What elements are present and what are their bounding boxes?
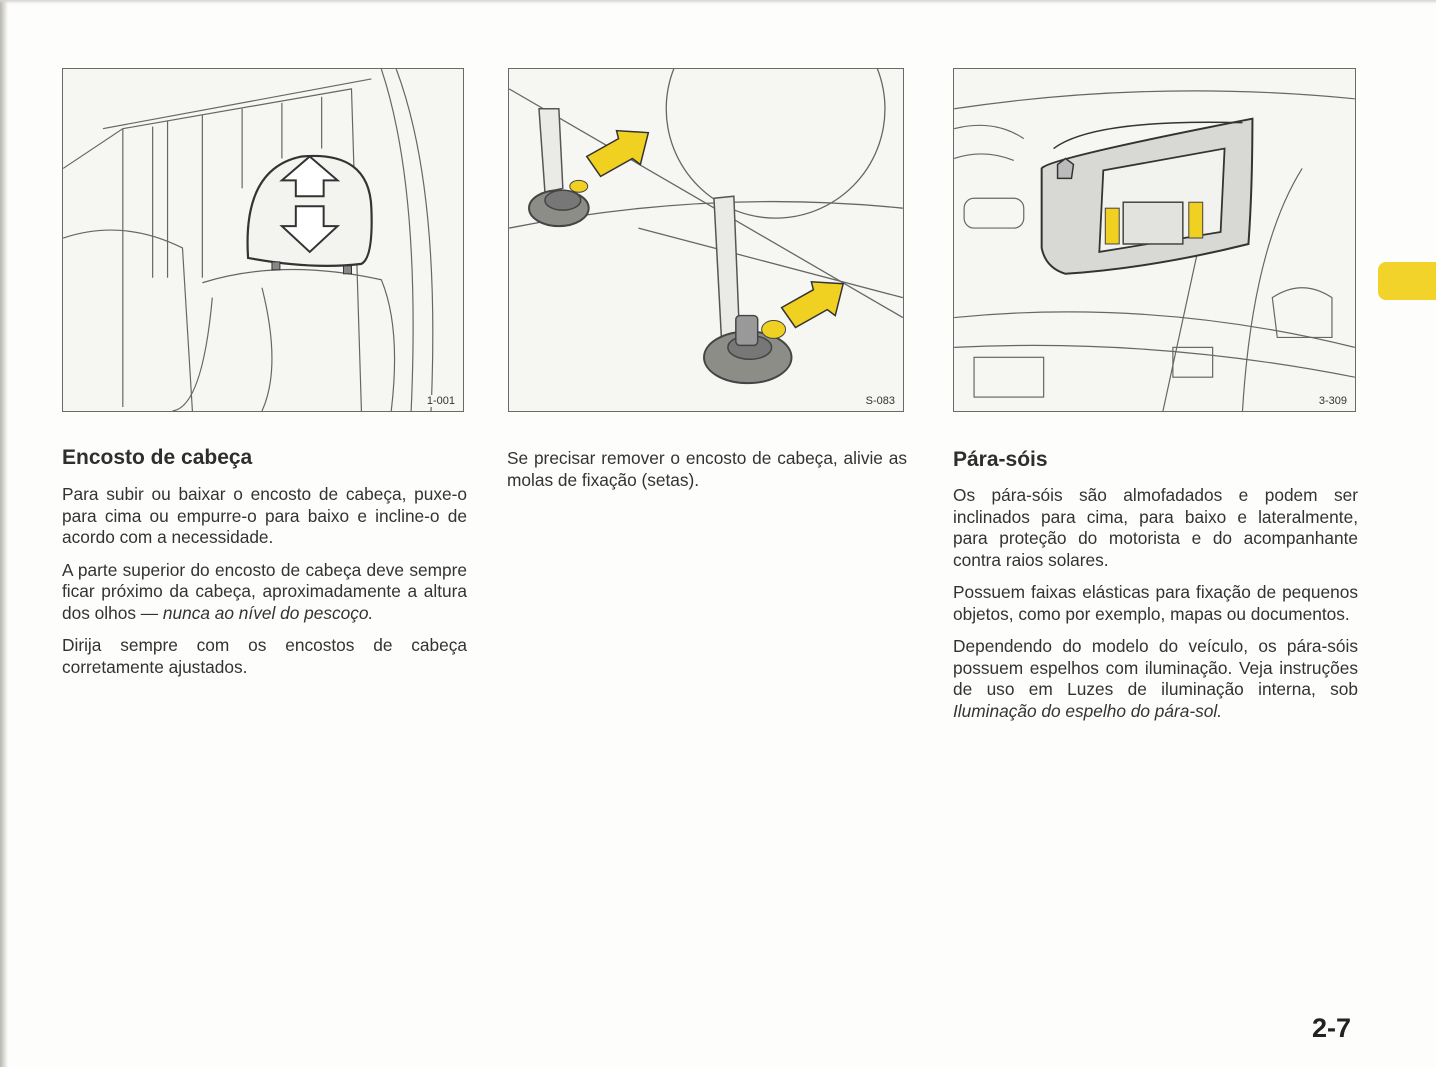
- page-top-edge: [0, 0, 1436, 4]
- sun-visors-paragraph-3-emphasis: Iluminação do espelho do pára-sol.: [953, 700, 1222, 721]
- sun-visors-paragraph-2: Possuem faixas elásticas para fixação de pequenos objetos, como por exemplo, mapas ou documentos.: [953, 582, 1358, 624]
- figure-headrest: [62, 68, 464, 412]
- page-binding-edge: [0, 0, 8, 1067]
- figure-label: S-083: [865, 395, 895, 407]
- headrest-paragraph-2: [62, 560, 467, 625]
- sun-visors-text-column: [953, 485, 1358, 733]
- section-title-headrest: Encosto de cabeça: [62, 446, 253, 469]
- chapter-tab-marker: [1378, 262, 1436, 300]
- headrest-text-column: [62, 484, 467, 689]
- headrest-removal-illustration: [509, 69, 903, 411]
- headrest-paragraph-3: Dirija sempre com os encostos de cabeça corretamente ajustados.: [62, 635, 467, 677]
- sun-visors-paragraph-1: Os pára-sóis são almofadados e podem ser inclinados para cima, para baixo e lateralmente, para proteção do motorista e do acompanhante contra raios solares.: [953, 485, 1358, 570]
- sun-visors-paragraph-3: [953, 636, 1358, 722]
- headrest-paragraph-2-emphasis: nunca ao nível do pescoço.: [162, 602, 374, 623]
- removal-paragraph-1: Se precisar remover o encosto de cabeça, alivie as molas de fixação (setas).: [507, 448, 907, 490]
- sun-visor-illustration: [954, 69, 1355, 411]
- figure-label: 3-309: [1318, 395, 1347, 407]
- sun-visors-paragraph-3-text: Dependendo do modelo do veículo, os pára-sóis possuem espelhos com iluminação. Veja instruções de uso em Luzes de iluminação interna, sob: [953, 636, 1358, 699]
- section-title-sun-visors: Pára-sóis: [953, 448, 1048, 471]
- page-number: 2-7: [1312, 1013, 1352, 1043]
- figure-label: 1-001: [426, 395, 455, 407]
- headrest-paragraph-2-text: A parte superior do encosto de cabeça deve sempre ficar próximo da cabeça, aproximadamente a altura dos olhos —: [62, 559, 467, 623]
- removal-text-column: [507, 448, 907, 502]
- headrest-paragraph-1: Para subir ou baixar o encosto de cabeça, puxe-o para cima ou empurre-o para baixo e incline-o de acordo com a necessidade.: [62, 484, 467, 547]
- figure-headrest-removal: [508, 68, 904, 412]
- figure-sun-visor: [953, 68, 1356, 412]
- headrest-illustration: [63, 69, 463, 411]
